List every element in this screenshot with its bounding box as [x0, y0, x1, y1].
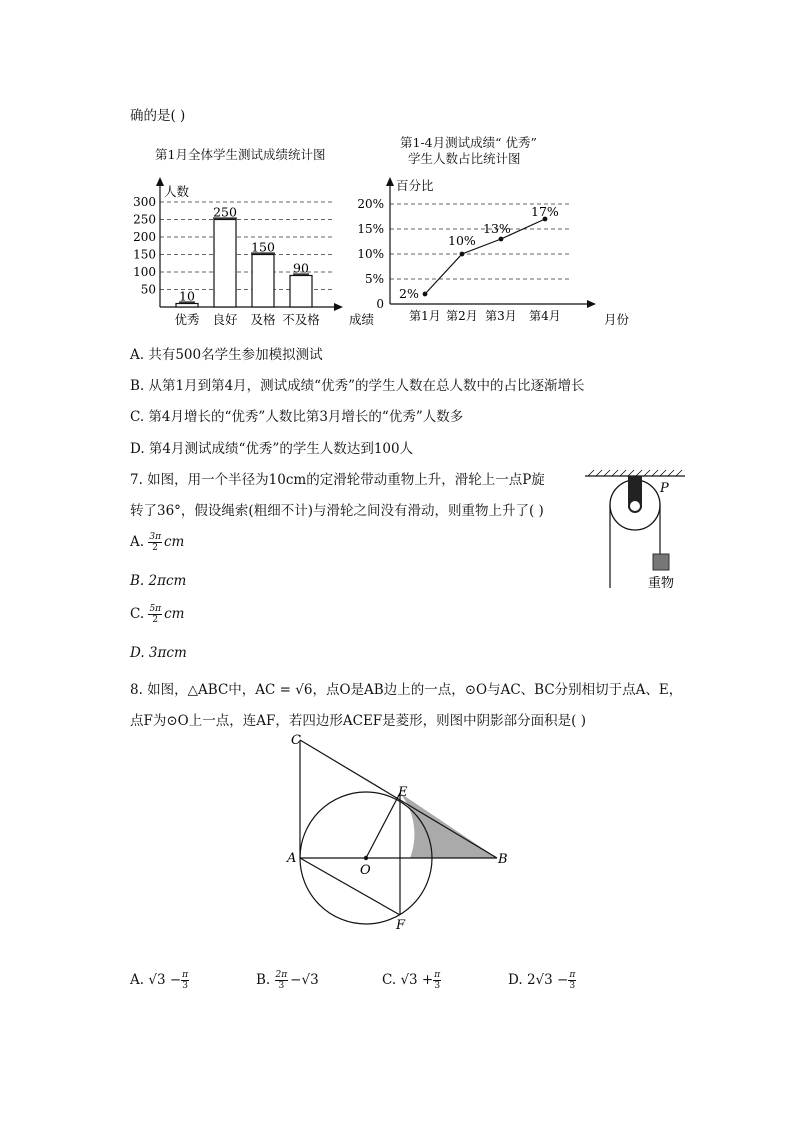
option-label: C. [130, 606, 145, 622]
unit: cm [164, 606, 185, 622]
y-axis-arrow [156, 177, 164, 186]
fraction [433, 970, 441, 991]
y-tick-label: 200 [133, 230, 156, 244]
option-label: C. [382, 972, 397, 988]
bar-value-label: 90 [293, 260, 309, 276]
fraction [148, 604, 162, 625]
data-label: 10% [448, 233, 476, 248]
x-tick-label: 良好 [212, 312, 238, 327]
fraction-denominator: 2 [152, 543, 159, 553]
expr-pre: √3 + [400, 972, 434, 988]
fraction-numerator: 3π [149, 532, 161, 542]
y-tick-label: 150 [133, 247, 156, 262]
fraction-numerator: 2π [275, 970, 288, 980]
fraction-denominator: 3 [278, 981, 285, 991]
y-tick-label: 300 [133, 195, 156, 209]
x-tick-label: 第4月 [529, 309, 561, 323]
data-point [460, 252, 465, 257]
x-axis-arrow [334, 303, 343, 311]
q6-option-b: B. 从第1月到第4月，测试成绩“优秀”的学生人数在总人数中的占比逐渐增长 [130, 378, 585, 394]
point-e-label: E [398, 785, 408, 800]
ceiling-hatch [588, 470, 682, 476]
y-tick-label: 15% [357, 222, 384, 236]
data-label: 2% [399, 286, 419, 301]
fraction-numerator: π [182, 970, 189, 980]
q6-option-a: A. 共有500名学生参加模拟测试 [130, 347, 323, 363]
q6-option-c: C. 第4月增长的“优秀”人数比第3月增长的“优秀”人数多 [130, 409, 464, 425]
q7-option-c [130, 604, 184, 625]
expr-pre: √3 − [148, 972, 182, 988]
x-tick-label: 优秀 [174, 312, 200, 327]
x-axis-label: 月份 [604, 312, 630, 327]
option-label: B. [256, 972, 271, 988]
pulley-figure [580, 470, 690, 595]
option-label: A. [130, 972, 145, 988]
weight-label: 重物 [648, 576, 675, 591]
fraction [568, 970, 576, 991]
fraction-numerator: π [434, 970, 441, 980]
y-tick-label: 0 [376, 297, 384, 311]
y-tick-label: 50 [140, 282, 156, 297]
x-tick-label: 第3月 [485, 309, 517, 323]
y-tick-label: 10% [357, 247, 384, 261]
bar [176, 304, 198, 308]
x-axis-label: 成绩 [349, 312, 375, 327]
weight-block [653, 554, 669, 570]
q8-option-b [256, 970, 319, 991]
bar-value-label: 150 [251, 239, 275, 255]
point-a-label: A [287, 851, 297, 866]
y-tick-label: 5% [364, 272, 384, 286]
pulley-axle [629, 500, 641, 512]
q8-option-a [130, 970, 191, 991]
bar [290, 276, 312, 308]
shaded-region [400, 793, 497, 858]
point-c-label: C [291, 733, 301, 748]
q6-option-d: D. 第4月测试成绩“优秀”的学生人数达到100人 [130, 441, 414, 457]
segment-oe [366, 793, 400, 858]
fraction-denominator: 3 [569, 981, 576, 991]
fraction [181, 970, 189, 991]
y-axis-arrow [386, 177, 394, 186]
x-tick-label: 第2月 [446, 309, 478, 323]
q7-option-d: D. 3πcm [130, 645, 187, 661]
q7-text-line-1: 7. 如图，用一个半径为10cm的定滑轮带动重物上升，滑轮上一点P旋 [130, 472, 545, 488]
data-point [423, 292, 428, 297]
y-axis-label: 人数 [164, 184, 190, 199]
unit: cm [164, 534, 185, 550]
center-dot [364, 856, 368, 860]
fraction-numerator: π [569, 970, 576, 980]
point-b-label: B [498, 852, 508, 867]
x-tick-label: 及格 [250, 312, 276, 327]
expr-post: −√3 [290, 972, 319, 988]
x-axis-arrow [587, 300, 596, 308]
bar-chart-title: 第1月全体学生测试成绩统计图 [155, 147, 326, 162]
expr-pre: 2√3 − [526, 972, 569, 988]
bar-value-label: 10 [179, 288, 195, 304]
q7-option-a [130, 532, 184, 553]
option-label: A. [130, 534, 145, 550]
y-tick-label: 20% [357, 197, 384, 211]
bar [214, 220, 236, 308]
fraction-numerator: 5π [149, 604, 162, 614]
line-chart-title-1: 第1-4月测试成绩“ 优秀” [400, 135, 537, 150]
data-point [499, 237, 504, 242]
point-f-label: F [396, 918, 406, 933]
q7-option-b: B. 2πcm [130, 573, 187, 589]
bar-chart [125, 170, 385, 330]
line-chart-title-2: 学生人数占比统计图 [408, 151, 521, 166]
point-p-label: P [660, 481, 669, 496]
data-label: 17% [531, 204, 559, 219]
x-tick-label: 不及格 [282, 312, 320, 327]
bar [252, 255, 274, 308]
q8-option-d [508, 970, 578, 991]
option-label: D. [508, 972, 523, 988]
fraction-denominator: 3 [182, 981, 188, 991]
q7-text-line-2: 转了36°，假设绳索(粗细不计)与滑轮之间没有滑动，则重物上升了( ) [130, 503, 544, 519]
fraction [148, 532, 162, 553]
y-tick-label: 250 [133, 212, 156, 227]
segment-af [300, 858, 400, 915]
y-axis-label: 百分比 [396, 178, 434, 193]
point-o-label: O [360, 863, 371, 878]
fraction [275, 970, 289, 991]
data-label: 13% [483, 221, 511, 236]
bar-value-label: 250 [213, 204, 237, 220]
geometry-figure [280, 728, 520, 933]
fraction-denominator: 2 [152, 615, 159, 625]
question-intro: 确的是( ) [130, 108, 186, 124]
fraction-denominator: 3 [434, 981, 441, 991]
q8-text-line-2: 点F为⊙O上一点，连AF，若四边形ACEF是菱形，则图中阴影部分面积是( ) [130, 713, 586, 729]
x-tick-label: 第1月 [409, 309, 441, 323]
q8-text-line-1: 8. 如图，△ABC中，AC = √6，点O是AB边上的一点，⊙O与AC、BC分别相切于点A、E， [130, 682, 683, 698]
q8-option-c [382, 970, 443, 991]
y-tick-label: 100 [133, 265, 156, 279]
line-chart [357, 170, 630, 330]
